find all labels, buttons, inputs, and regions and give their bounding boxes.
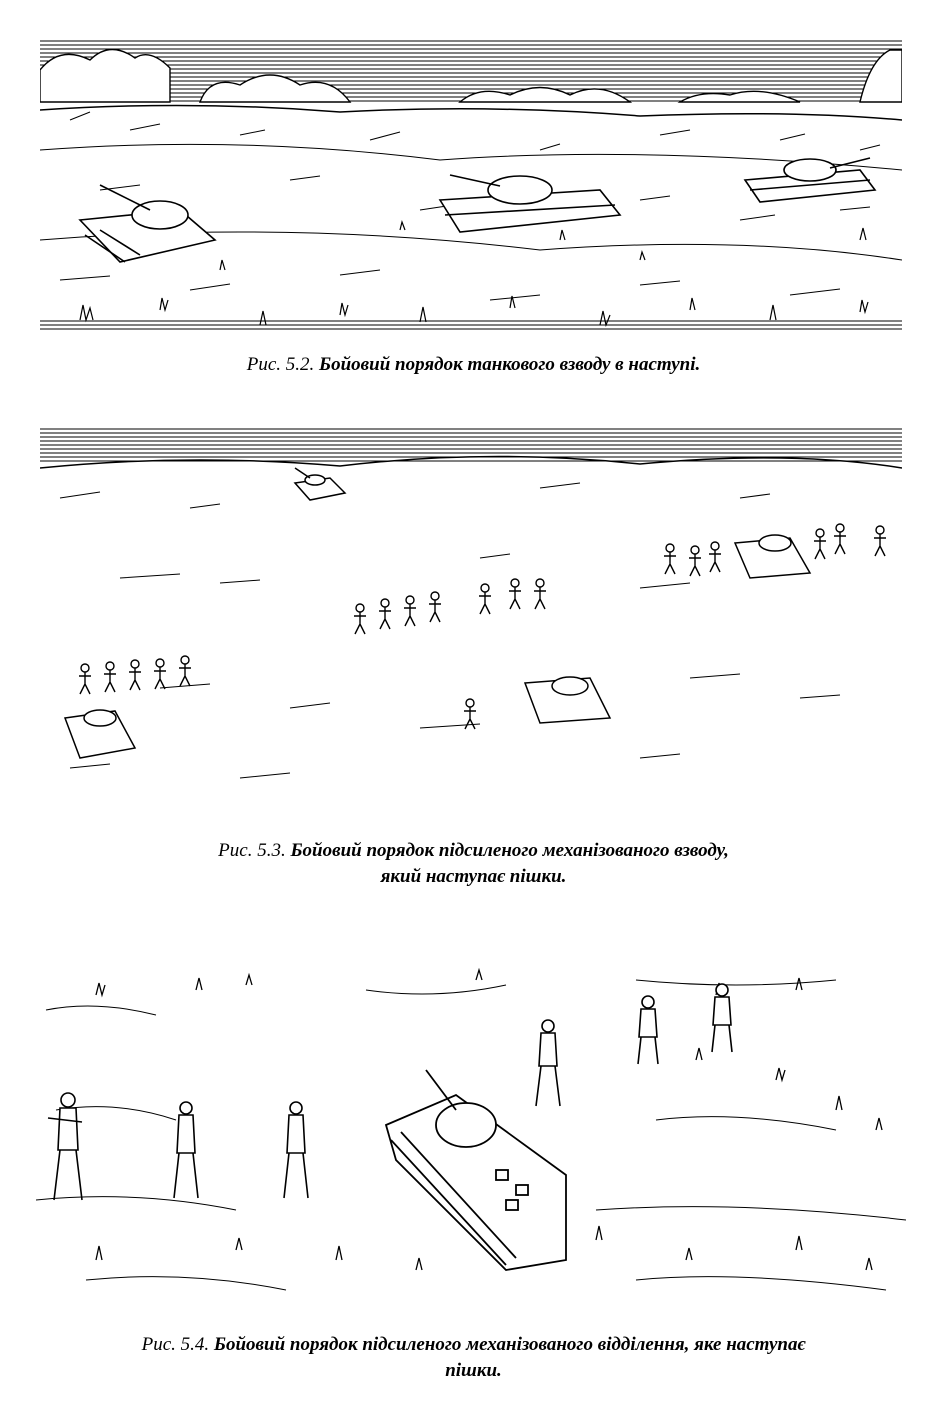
caption-text: Бойовий порядок танкового взводу в наступі. bbox=[319, 354, 701, 375]
illustration-mechanized-platoon bbox=[40, 428, 902, 798]
tank-icon bbox=[80, 185, 215, 262]
armored-vehicle-icon bbox=[386, 1070, 566, 1270]
figure-caption-5-2 bbox=[0, 352, 947, 378]
figure-caption-5-4 bbox=[0, 1332, 947, 1384]
caption-line bbox=[0, 838, 947, 864]
caption-number: Рис. 5.3. bbox=[218, 840, 286, 861]
caption-text: Бойовий порядок підсиленого механізованого відділення, яке наступає bbox=[213, 1334, 806, 1355]
caption-number: Рис. 5.4. bbox=[141, 1334, 210, 1355]
caption-text: Бойовий порядок підсиленого механізованого взводу, bbox=[290, 840, 729, 861]
caption-text-continued: який наступає пішки. bbox=[380, 866, 567, 887]
caption-text-continued: пішки. bbox=[445, 1360, 502, 1381]
figure-caption-5-3 bbox=[0, 838, 947, 890]
caption-line bbox=[0, 1332, 947, 1358]
caption-number: Рис. 5.2. bbox=[246, 354, 315, 375]
illustration-mechanized-squad bbox=[36, 960, 906, 1318]
illustration-tank-platoon bbox=[40, 40, 902, 332]
